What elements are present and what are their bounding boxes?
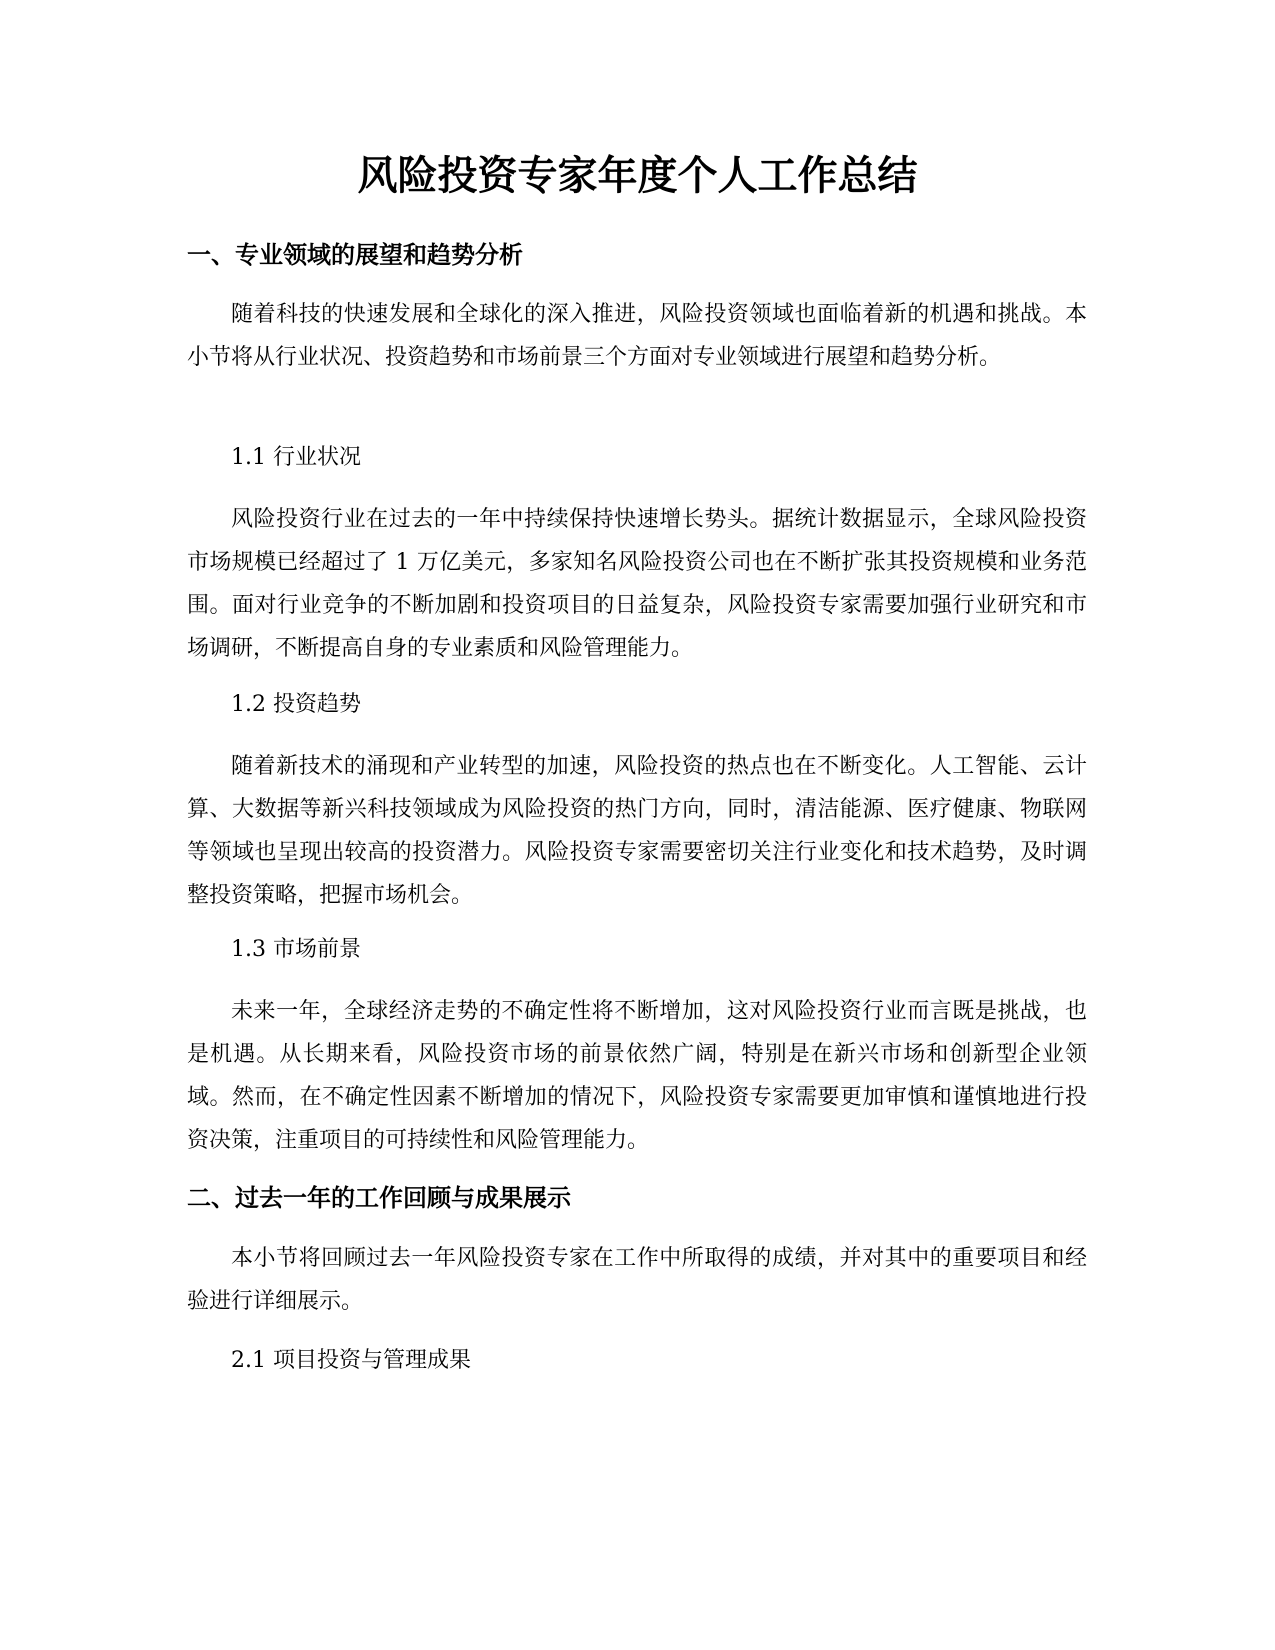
subsection-1-1-body: 风险投资行业在过去的一年中持续保持快速增长势头。据统计数据显示，全球风险投资市场规模已经超过了 1 万亿美元，多家知名风险投资公司也在不断扩张其投资规模和业务范围。面对行业竞争的不断加剧和投资项目的日益复杂，风险投资专家需要加强行业研究和市场调研，不断提高自身的专业素质和风险管理能力。 bbox=[187, 507, 1087, 661]
subsection-1-1-heading: 1.1 行业状况 bbox=[231, 445, 361, 470]
section-1-heading: 一、专业领域的展望和趋势分析 bbox=[187, 241, 523, 269]
subsection-1-2-heading: 1.2 投资趋势 bbox=[231, 692, 361, 717]
section-2-heading: 二、过去一年的工作回顾与成果展示 bbox=[187, 1184, 571, 1212]
section-1-intro: 随着科技的快速发展和全球化的深入推进，风险投资领域也面临着新的机遇和挑战。本小节将从行业状况、投资趋势和市场前景三个方面对专业领域进行展望和趋势分析。 bbox=[187, 302, 1087, 370]
subsection-1-2-body: 随着新技术的涌现和产业转型的加速，风险投资的热点也在不断变化。人工智能、云计算、大数据等新兴科技领域成为风险投资的热门方向，同时，清洁能源、医疗健康、物联网等领域也呈现出较高的投资潜力。风险投资专家需要密切关注行业变化和技术趋势，及时调整投资策略，把握市场机会。 bbox=[187, 754, 1087, 908]
subsection-1-3-body: 未来一年，全球经济走势的不确定性将不断增加，这对风险投资行业而言既是挑战，也是机遇。从长期来看，风险投资市场的前景依然广阔，特别是在新兴市场和创新型企业领域。然而，在不确定性因素不断增加的情况下，风险投资专家需要更加审慎和谨慎地进行投资决策，注重项目的可持续性和风险管理能力。 bbox=[187, 999, 1087, 1153]
page-title: 风险投资专家年度个人工作总结 bbox=[357, 153, 918, 199]
subsection-2-1-heading: 2.1 项目投资与管理成果 bbox=[231, 1348, 471, 1373]
subsection-1-3-heading: 1.3 市场前景 bbox=[231, 937, 361, 962]
section-2-intro: 本小节将回顾过去一年风险投资专家在工作中所取得的成绩，并对其中的重要项目和经验进行详细展示。 bbox=[187, 1246, 1087, 1314]
